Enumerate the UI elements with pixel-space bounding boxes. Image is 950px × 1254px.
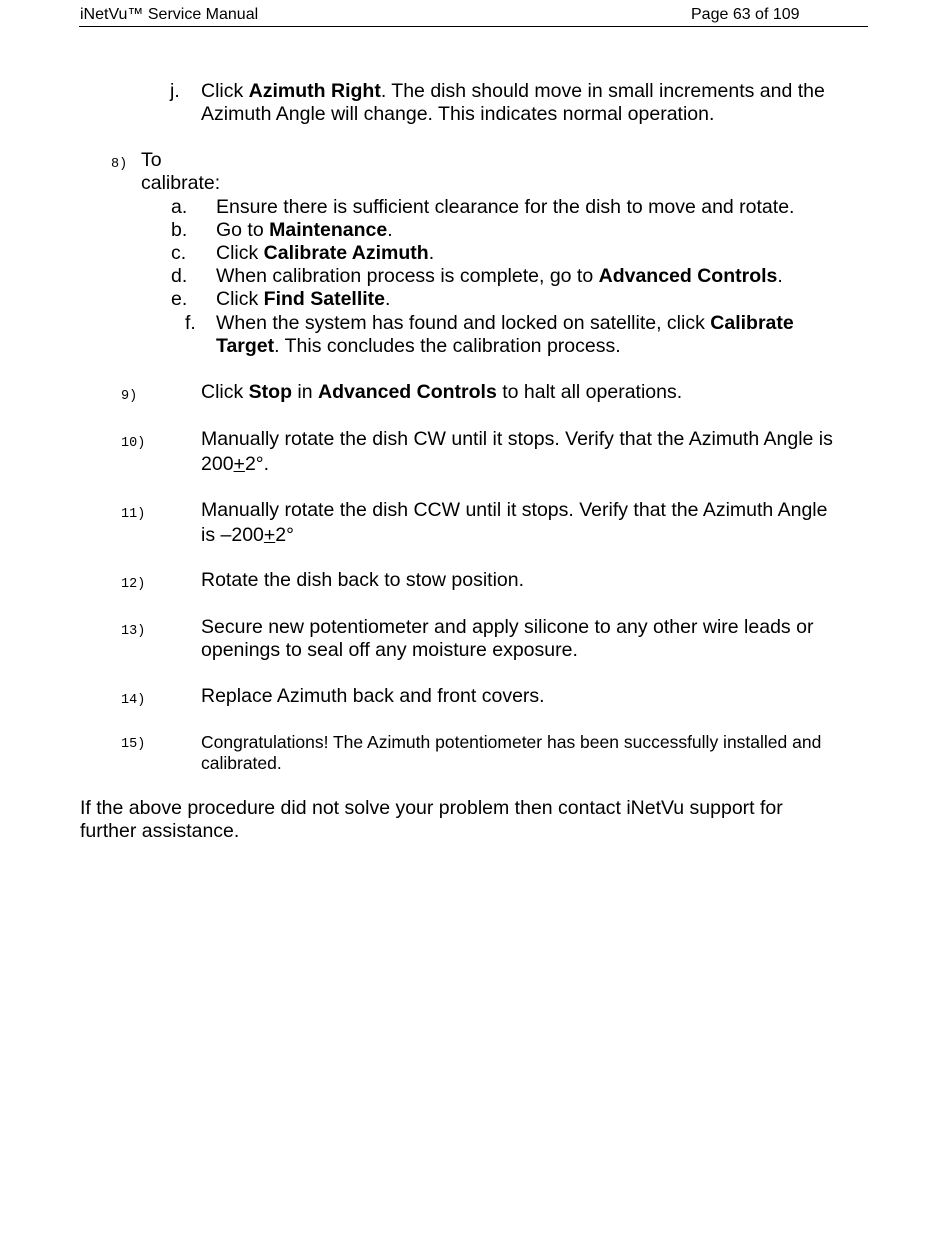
manual-title: iNetVu™ Service Manual: [80, 6, 259, 23]
page-number: Page 63 of 109: [691, 6, 800, 23]
step-j-line1: Click Azimuth Right. The dish should move in small increments and the: [201, 80, 825, 102]
step-8-label: 8): [111, 157, 128, 172]
step-j-line2: Azimuth Angle will change. This indicates normal operation.: [201, 103, 715, 125]
step-8-text: To calibrate:: [141, 149, 221, 194]
step-j-label: j.: [170, 80, 180, 102]
page-header: [79, 4, 868, 27]
